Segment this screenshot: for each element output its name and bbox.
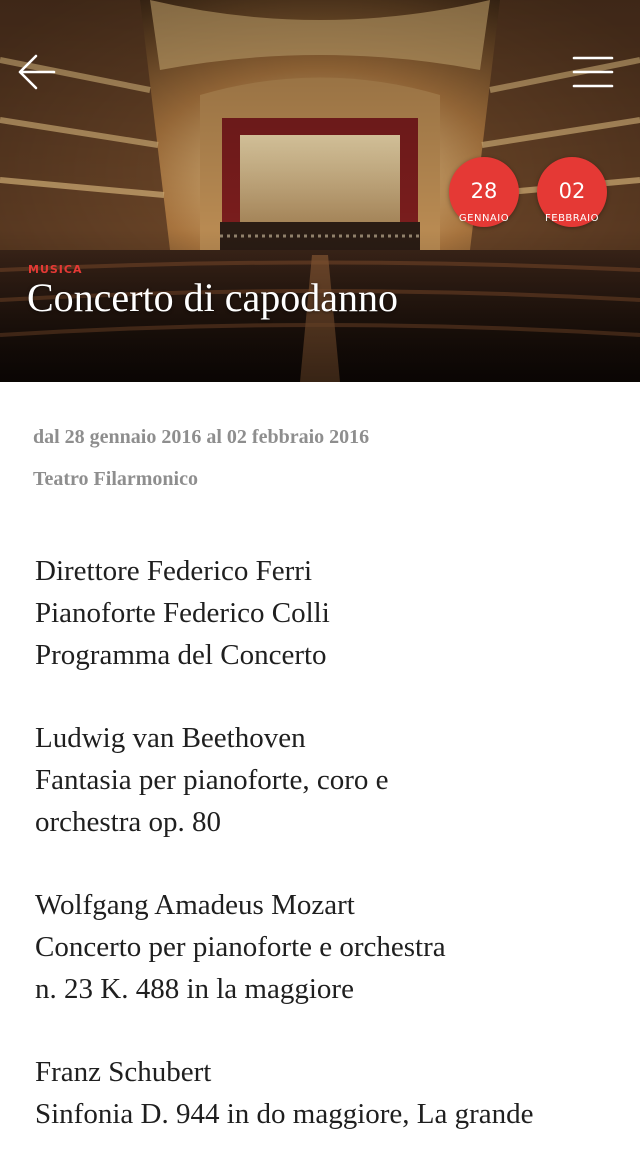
text-line: Ludwig van Beethoven: [35, 722, 306, 754]
menu-button[interactable]: [570, 52, 616, 92]
text-line: Programma del Concerto: [35, 639, 327, 671]
hero-header: [0, 0, 640, 382]
program-block-mozart: [35, 884, 625, 1010]
event-date-range: dal 28 gennaio 2016 al 02 febbraio 2016: [33, 426, 370, 448]
text-line: Franz Schubert: [35, 1056, 212, 1088]
date-badge-start: [449, 157, 519, 227]
date-day: 02: [558, 179, 586, 203]
text-line: Sinfonia D. 944 in do maggiore, La grande: [35, 1098, 534, 1130]
text-line: n. 23 K. 488 in la maggiore: [35, 973, 354, 1005]
date-month: FEBBRAIO: [545, 213, 599, 224]
text-line: Direttore Federico Ferri: [35, 555, 313, 587]
event-title: Concerto di capodanno: [27, 275, 398, 320]
program-block-schubert: [35, 1051, 625, 1135]
arrow-left-icon: [14, 50, 58, 94]
date-badge-end: [537, 157, 607, 227]
back-button[interactable]: [14, 50, 58, 94]
text-line: Wolfgang Amadeus Mozart: [35, 889, 355, 921]
text-line: orchestra op. 80: [35, 806, 222, 838]
program-block-beethoven: [35, 717, 625, 843]
hamburger-menu-icon: [570, 52, 616, 92]
event-description: [35, 550, 625, 1176]
date-day: 28: [470, 179, 498, 203]
text-line: Fantasia per pianoforte, coro e: [35, 764, 389, 796]
program-block-credits: [35, 550, 625, 676]
event-venue: Teatro Filarmonico: [33, 468, 198, 490]
text-line: Concerto per pianoforte e orchestra: [35, 931, 446, 963]
text-line: Pianoforte Federico Colli: [35, 597, 330, 629]
event-category: MUSICA: [28, 263, 83, 276]
date-month: GENNAIO: [458, 213, 510, 224]
